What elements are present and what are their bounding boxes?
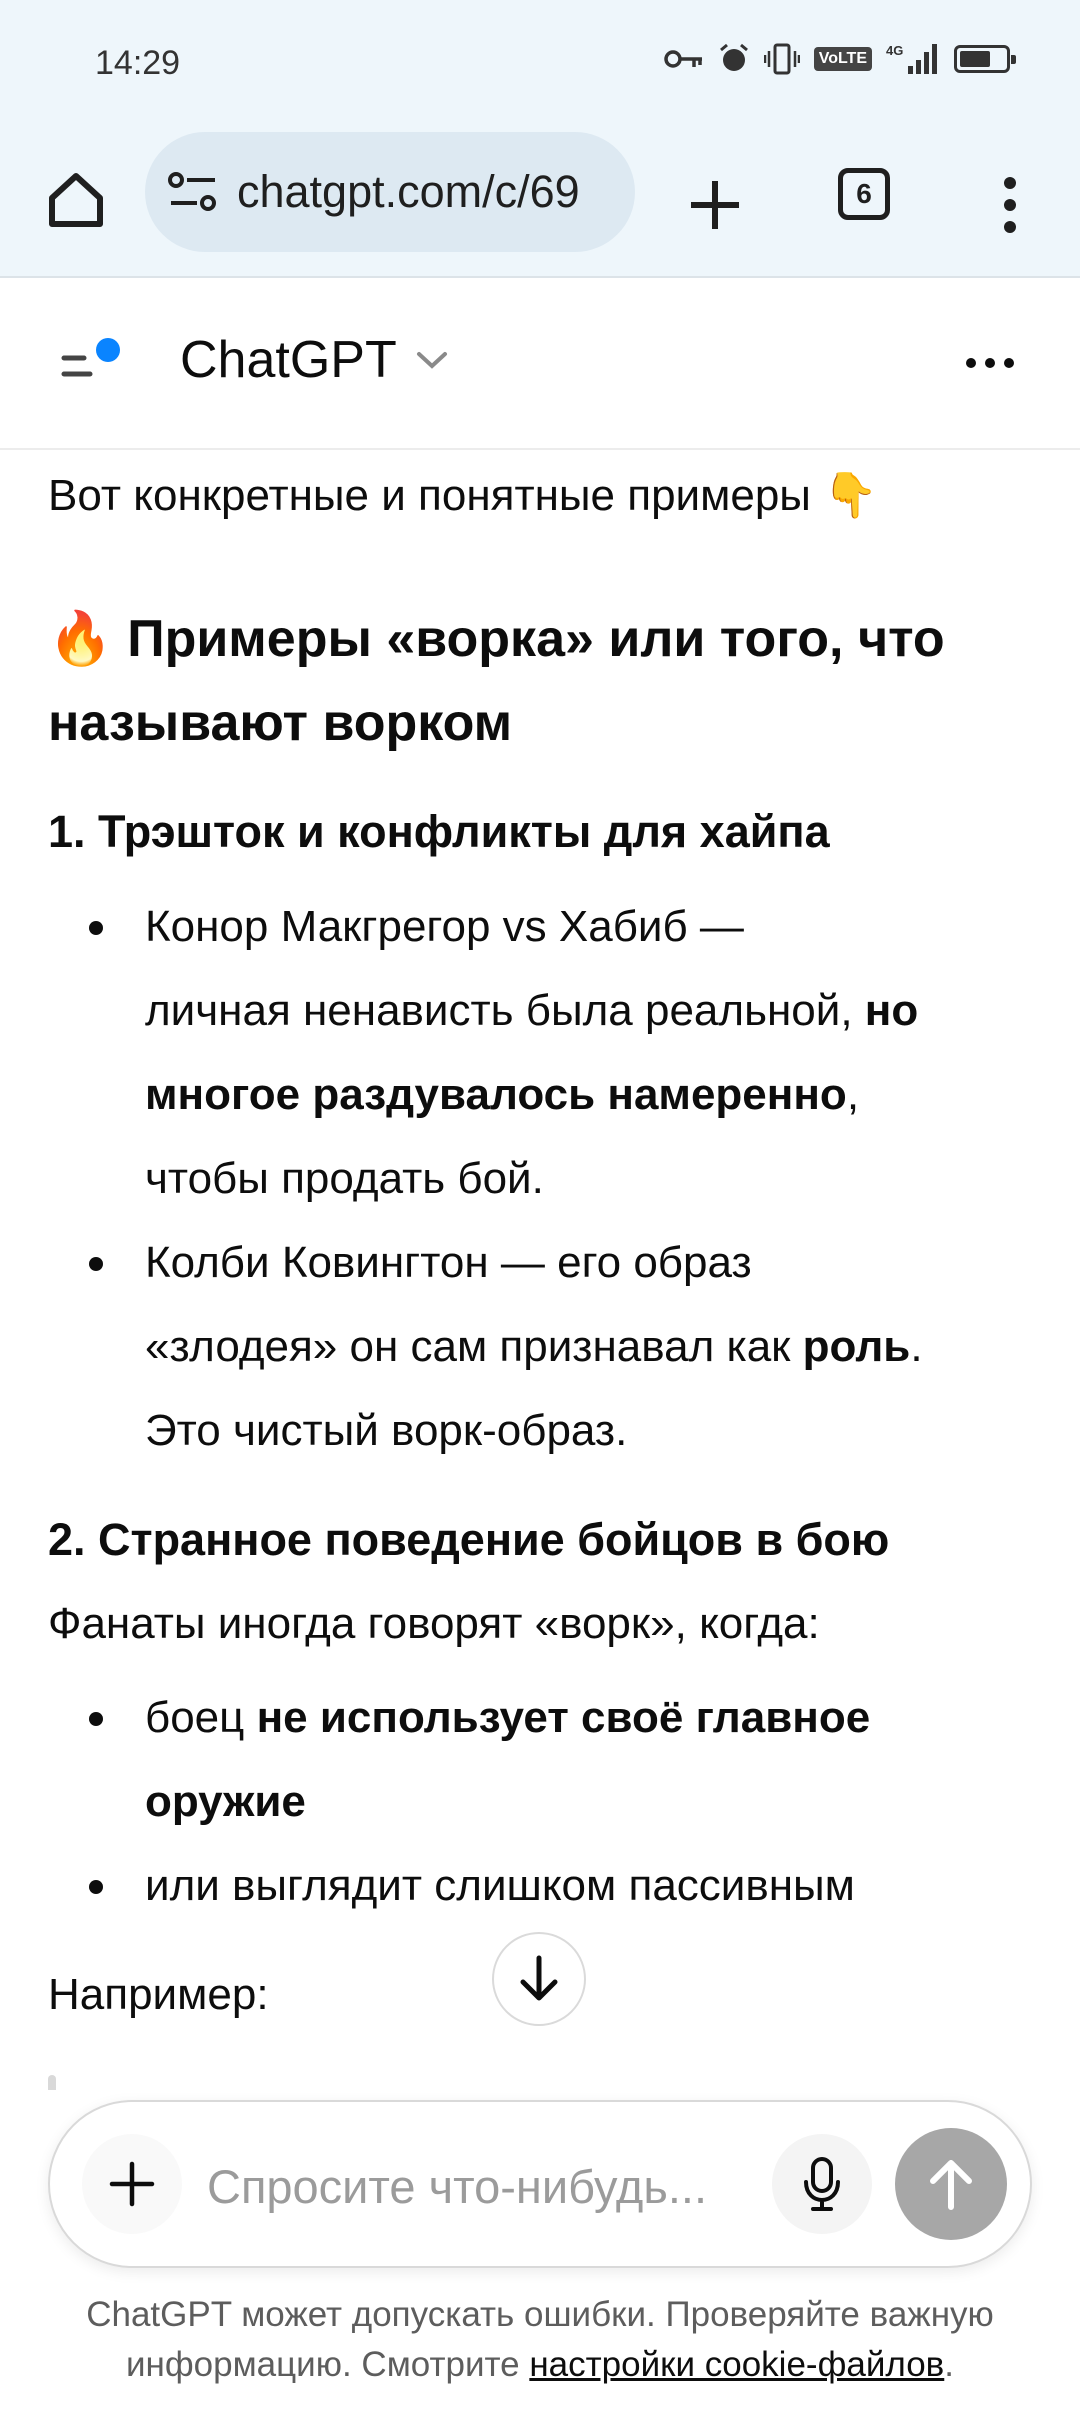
conversation-options-button[interactable] [960,338,1020,388]
arrow-down-icon [517,1954,561,2004]
blockquote-bar [48,2075,56,2090]
item-text: боец [145,1693,257,1742]
address-bar[interactable] [145,132,635,252]
section2-lead: Фанаты иногда говорят «ворк», когда: [48,1599,820,1648]
item-text: Конор Макгрегор vs Хабиб — [145,902,744,951]
plus-icon [109,2161,155,2207]
status-bar [0,0,1080,130]
key-icon [664,47,704,71]
section2-title: 2. Странное поведение бойцов в бою [48,1514,890,1565]
message-composer [48,2100,1032,2268]
microphone-icon [802,2156,842,2212]
list-item [145,885,1025,1221]
send-button[interactable] [895,2128,1007,2240]
item-text: . [910,1322,923,1371]
browser-toolbar [0,130,1080,278]
vibrate-icon [764,42,800,76]
prompt-input[interactable] [205,2142,809,2230]
cookie-settings-link[interactable]: настройки cookie-файлов [529,2345,945,2384]
browser-menu-button[interactable] [980,160,1040,250]
item-bold: но [864,986,919,1035]
item-bold: многое раздувалось намеренно [145,1070,847,1119]
heading-line1: Примеры «ворка» или того, что [127,610,945,668]
disclaimer-line2: информацию. Смотрите [126,2345,530,2384]
item-text: , [846,1070,860,1119]
signal-4g-icon [886,42,940,76]
plus-icon [687,177,743,233]
list-item [145,1221,1025,1473]
section1-title: 1. Трэшток и конфликты для хайпа [48,806,830,857]
item-text: Колби Ковингтон — его образ [145,1238,752,1287]
chevron-down-icon [415,349,449,371]
item-bold: не использует своё главное [256,1693,871,1742]
battery-icon [954,45,1010,73]
voice-input-button[interactable] [772,2134,872,2234]
item-text: личная ненависть была реальной, [145,986,865,1035]
arrow-up-icon [927,2157,975,2211]
list-item [145,1676,1025,1844]
status-time: 14:29 [95,44,181,82]
sidebar-menu-icon [50,328,140,398]
system-icons [664,42,1010,76]
home-icon [44,168,108,232]
message-heading-line2: называют ворком [48,694,513,752]
list-item: или выглядит слишком пассивным [145,1844,1025,1928]
sidebar-toggle-button[interactable] [50,328,140,398]
section1-list [145,885,1025,1473]
alarm-icon [718,43,750,75]
more-vertical-icon [1000,175,1020,235]
section2-list [145,1676,1025,1928]
fire-emoji: 🔥 [48,610,113,668]
tab-switcher-button[interactable]: 6 [838,168,890,220]
disclaimer-end: . [944,2345,954,2384]
app-title: ChatGPT [180,331,397,389]
item-text: «злодея» он сам признавал как [145,1322,803,1371]
item-bold: оружие [145,1777,306,1826]
network-label: 4G [886,43,904,58]
url-text: chatgpt.com/c/69 [237,166,580,217]
volte-icon: VoLTE [814,47,872,71]
disclaimer-line1: ChatGPT может допускать ошибки. Проверяйте важную [86,2295,994,2334]
scroll-to-bottom-button[interactable] [492,1932,586,2026]
model-selector[interactable] [180,330,449,390]
site-settings-icon [167,169,219,215]
attach-button[interactable] [82,2134,182,2234]
message-intro: Вот конкретные и понятные примеры 👇 [48,471,878,520]
chat-header [0,278,1080,450]
message-heading [48,597,1028,681]
assistant-message [0,450,1080,2090]
example-label: Например: [48,1970,269,2019]
item-text: Это чистый ворк-образ. [145,1406,628,1455]
disclaimer [0,2290,1080,2390]
new-tab-button[interactable] [670,160,760,250]
item-text: чтобы продать бой. [145,1154,544,1203]
item-bold: роль [802,1322,911,1371]
more-horizontal-icon [965,357,1015,369]
home-button[interactable] [36,160,116,240]
